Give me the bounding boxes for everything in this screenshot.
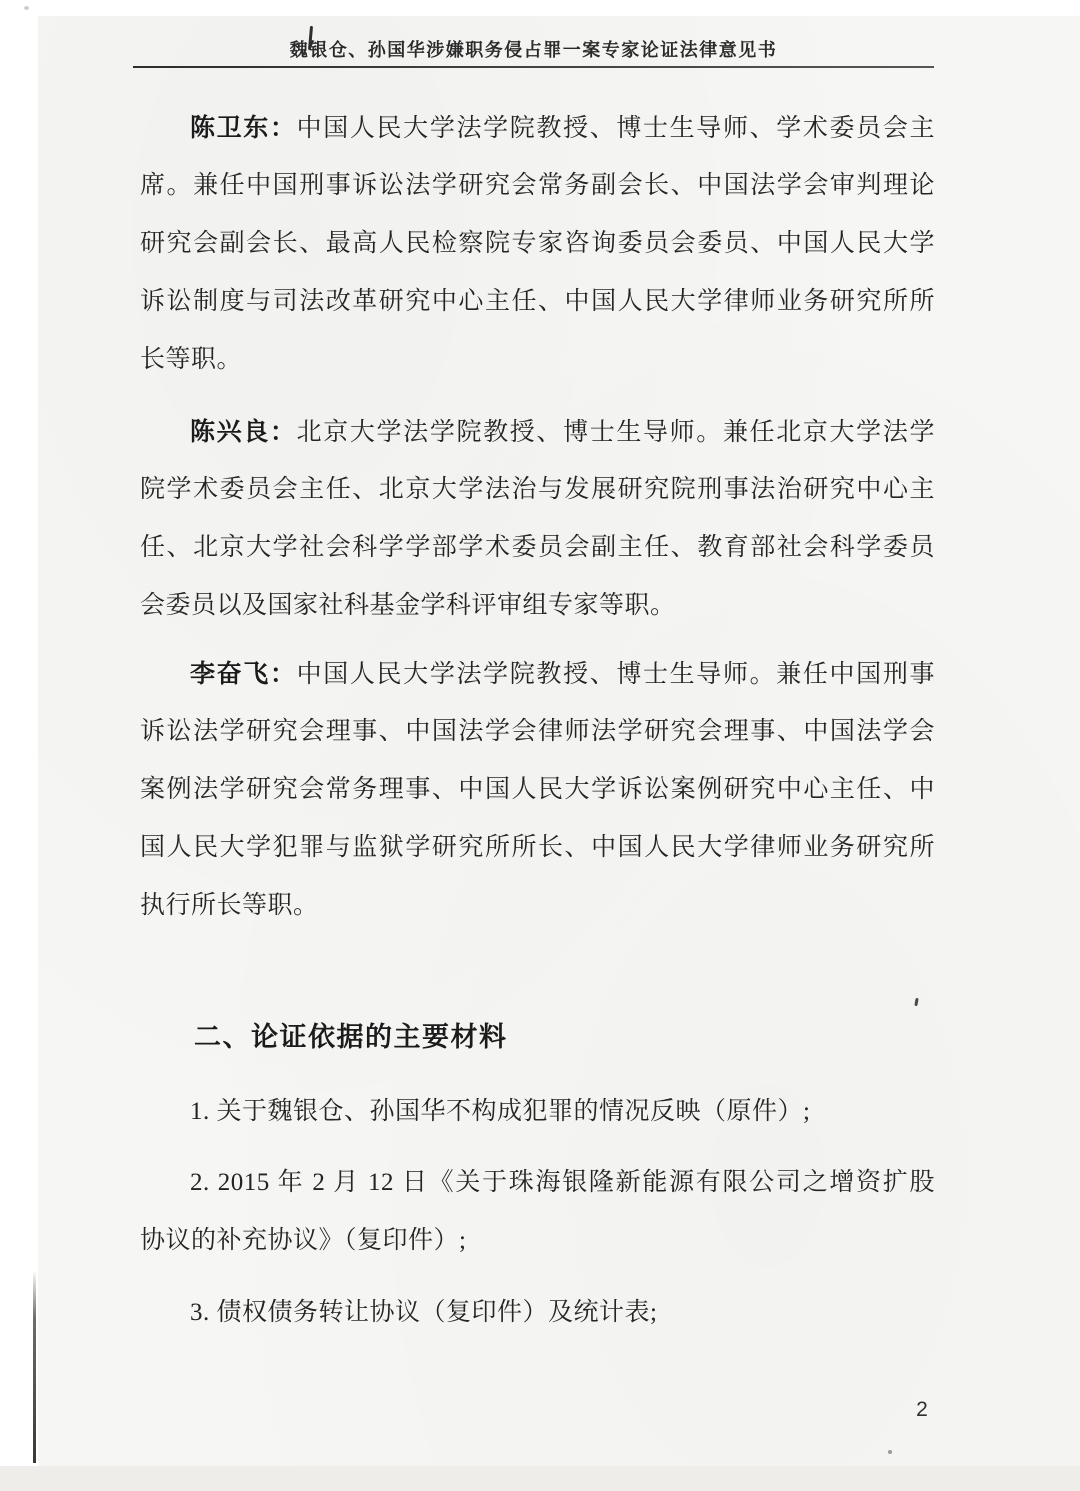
document-header-title: 魏银仓、孙国华涉嫌职务侵占罪一案专家论证法律意见书 <box>289 40 778 60</box>
list-item-line: 协议的补充协议》（复印件）; <box>140 1227 467 1254</box>
bio-text: 中国人民大学法学院教授、博士生导师、学术委员会主 <box>296 115 935 142</box>
material-list-item-1 <box>140 1083 935 1141</box>
expert-bio-paragraph-chen-weidong <box>140 99 935 389</box>
expert-name: 陈卫东： <box>190 114 297 142</box>
header-rule <box>133 66 934 68</box>
bio-text: 中国人民大学法学院教授、博士生导师。兼任中国刑事 <box>296 661 935 688</box>
bio-line: 院学术委员会主任、北京大学法治与发展研究院刑事法治研究中心主 <box>140 476 935 503</box>
bio-line: 任、北京大学社会科学学部学术委员会副主任、教育部社会科学委员 <box>140 534 935 561</box>
expert-name: 陈兴良： <box>190 418 297 446</box>
list-item-line: 2. 2015 年 2 月 12 日《关于珠海银隆新能源有限公司之增资扩股 <box>190 1169 935 1196</box>
expert-name: 李奋飞： <box>190 660 297 688</box>
bio-line: 执行所长等职。 <box>140 892 319 919</box>
bio-line: 案例法学研究会常务理事、中国人民大学诉讼案例研究中心主任、中 <box>140 776 935 803</box>
bio-line: 诉讼法学研究会理事、中国法学会律师法学研究会理事、中国法学会 <box>140 718 935 745</box>
scan-dust-speck <box>24 6 29 10</box>
bio-line: 长等职。 <box>140 346 243 373</box>
bio-line: 席。兼任中国刑事诉讼法学研究会常务副会长、中国法学会审判理论 <box>140 172 935 199</box>
material-list-item-2 <box>140 1154 935 1270</box>
ink-speck <box>888 1450 892 1454</box>
bio-line <box>140 99 935 157</box>
scan-left-edge-shadow <box>33 1270 36 1463</box>
scan-bottom-edge <box>0 1466 1080 1491</box>
expert-bio-paragraph-chen-xingliang <box>140 403 935 635</box>
bio-line: 研究会副会长、最高人民检察院专家咨询委员会委员、中国人民大学 <box>140 230 935 257</box>
document-body <box>140 99 935 1342</box>
expert-bio-paragraph-li-fenfei <box>140 645 935 935</box>
material-list-item-3 <box>140 1284 935 1342</box>
section-heading-materials: 二、论证依据的主要材料 <box>194 1022 508 1052</box>
list-item-line: 3. 债权债务转让协议（复印件）及统计表; <box>190 1299 658 1326</box>
page-number: 2 <box>916 1398 928 1421</box>
bio-line <box>140 645 935 703</box>
list-item-line: 1. 关于魏银仓、孙国华不构成犯罪的情况反映（原件）; <box>190 1098 811 1125</box>
bio-line <box>140 403 935 461</box>
bio-line: 国人民大学犯罪与监狱学研究所所长、中国人民大学律师业务研究所 <box>140 834 935 861</box>
bio-line: 会委员以及国家社科基金学科评审组专家等职。 <box>140 592 676 619</box>
bio-line: 诉讼制度与司法改革研究中心主任、中国人民大学律师业务研究所所 <box>140 288 935 315</box>
bio-text: 北京大学法学院教授、博士生导师。兼任北京大学法学 <box>296 419 935 446</box>
